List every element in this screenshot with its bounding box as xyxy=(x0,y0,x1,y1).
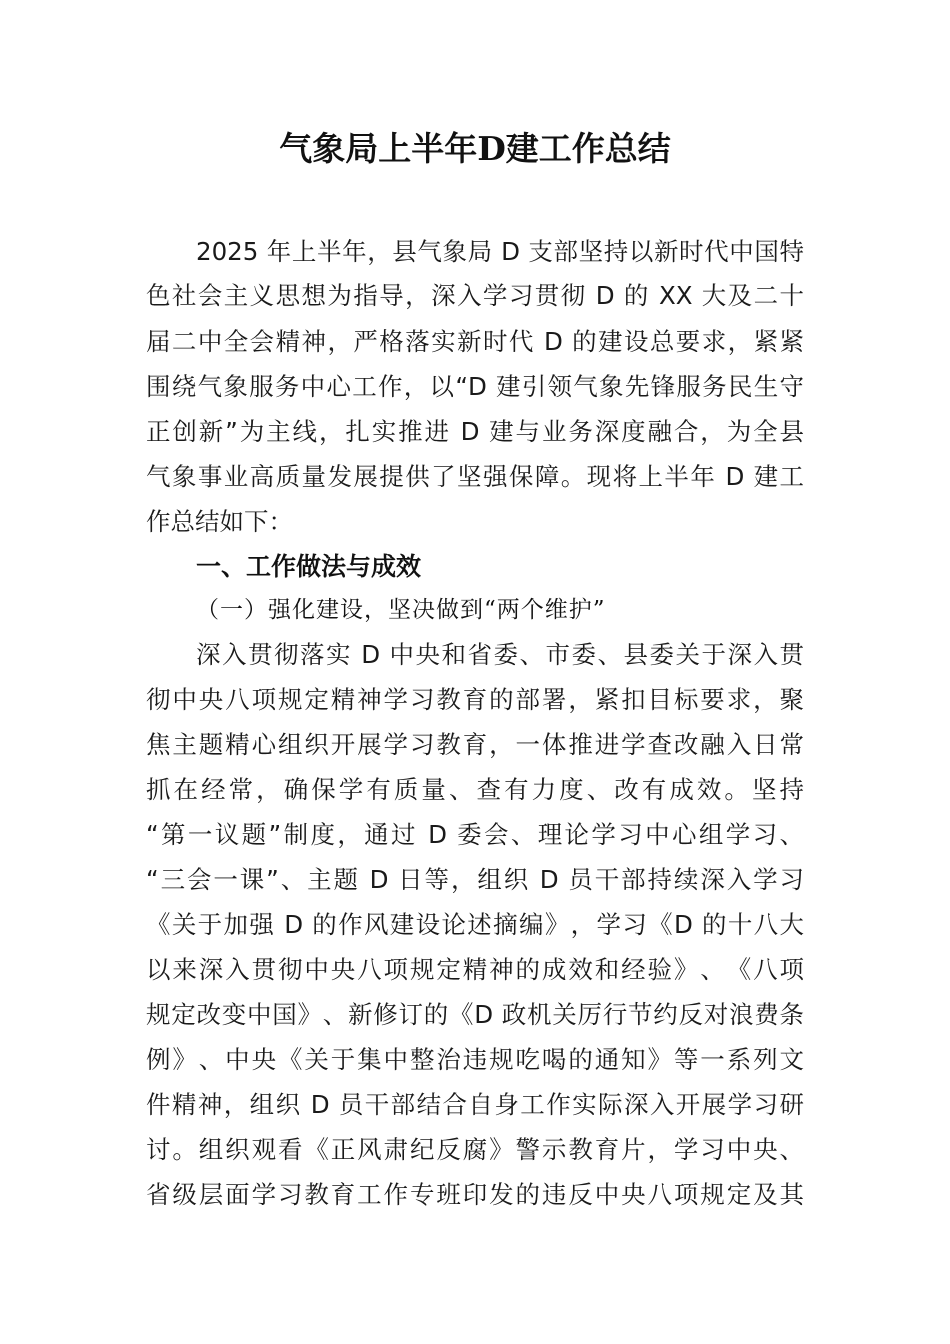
body-line-6: “​三​会​一​课​”​、​主​题​ ​D​ ​日​等​，​组​织​ ​D​ ​员​干​部​持​续​深​入​学​习 xyxy=(146,865,804,894)
body-line-5: “​第​一​议​题​”​制​度​，​通​过​ ​D​ ​委​会​、​理​论​学​习​中​心​组​学​习​、 xyxy=(146,820,804,849)
subsection-heading-1: （一）强化建设，坚决做到“两个维护” xyxy=(196,597,606,623)
body-line-11: 件​精​神​，​组​织​ ​D​ ​员​干​部​结​合​自​身​工​作​实​际​深​入​开​展​学​习​研 xyxy=(146,1090,804,1119)
intro-line-5: 正​创​新​”​为​主​线​，​扎​实​推​进​ ​D​ ​建​与​业​务​深​度​融​合​，​为​全​县 xyxy=(146,417,804,446)
intro-line-7: 作总结如下： xyxy=(146,507,293,536)
body-line-13: 省​级​层​面​学​习​教​育​工​作​专​班​印​发​的​违​反​中​央​八​项​规​定​及​其 xyxy=(146,1180,804,1209)
body-line-10: 例​》​、​中​央​《​关​于​集​中​整​治​违​规​吃​喝​的​通​知​》​等​一​系​列​文 xyxy=(146,1045,804,1074)
body-line-4: 抓​在​经​常​，​确​保​学​有​质​量​、​查​有​力​度​、​改​有​成​效​。​坚​持 xyxy=(146,775,804,804)
intro-line-3: 届​二​中​全​会​精​神​，​严​格​落​实​新​时​代​ ​D​ ​的​建​设​总​要​求​，​紧​紧 xyxy=(146,327,804,356)
body-line-9: 规​定​改​变​中​国​》​、​新​修​订​的​《​D​ ​政​机​关​厉​行​节​约​反​对​浪​费​条 xyxy=(146,1000,804,1029)
section-heading-1: 一、工作做法与成效 xyxy=(196,552,422,581)
body-line-3: 焦​主​题​精​心​组​织​开​展​学​习​教​育​，​一​体​推​进​学​查​改​融​入​日​常 xyxy=(146,730,804,759)
document-title: 气象局上半年D建工作总结 xyxy=(279,129,671,168)
intro-line-1: 2​0​2​5​ ​年​上​半​年​，​县​气​象​局​ ​D​ ​支​部​坚​持​以​新​时​代​中​国​特 xyxy=(196,237,804,266)
body-line-8: 以​来​深​入​贯​彻​中​央​八​项​规​定​精​神​的​成​效​和​经​验​》​、​《​八​项 xyxy=(146,955,804,984)
intro-line-4: 围​绕​气​象​服​务​中​心​工​作​，​以​“​D​ ​建​引​领​气​象​先​锋​服​务​民​生​守 xyxy=(146,372,804,401)
body-line-7: 《​关​于​加​强​ ​D​ ​的​作​风​建​设​论​述​摘​编​》​，​学​习​《​D​ ​的​十​八​大 xyxy=(146,910,804,939)
body-line-12: 讨​。​组​织​观​看​《​正​风​肃​纪​反​腐​》​警​示​教​育​片​，​学​习​中​央​、 xyxy=(146,1135,804,1164)
body-line-2: 彻​中​央​八​项​规​定​精​神​学​习​教​育​的​部​署​，​紧​扣​目​标​要​求​，​聚 xyxy=(146,685,804,714)
intro-line-2: 色​社​会​主​义​思​想​为​指​导​，​深​入​学​习​贯​彻​ ​D​ ​的​ ​X​X​ ​大​及​二​十 xyxy=(146,281,804,310)
intro-line-6: 气​象​事​业​高​质​量​发​展​提​供​了​坚​强​保​障​。​现​将​上​半​年​ ​D​ ​建​工 xyxy=(146,462,804,491)
body-line-1: 深​入​贯​彻​落​实​ ​D​ ​中​央​和​省​委​、​市​委​、​县​委​关​于​深​入​贯 xyxy=(196,640,804,669)
